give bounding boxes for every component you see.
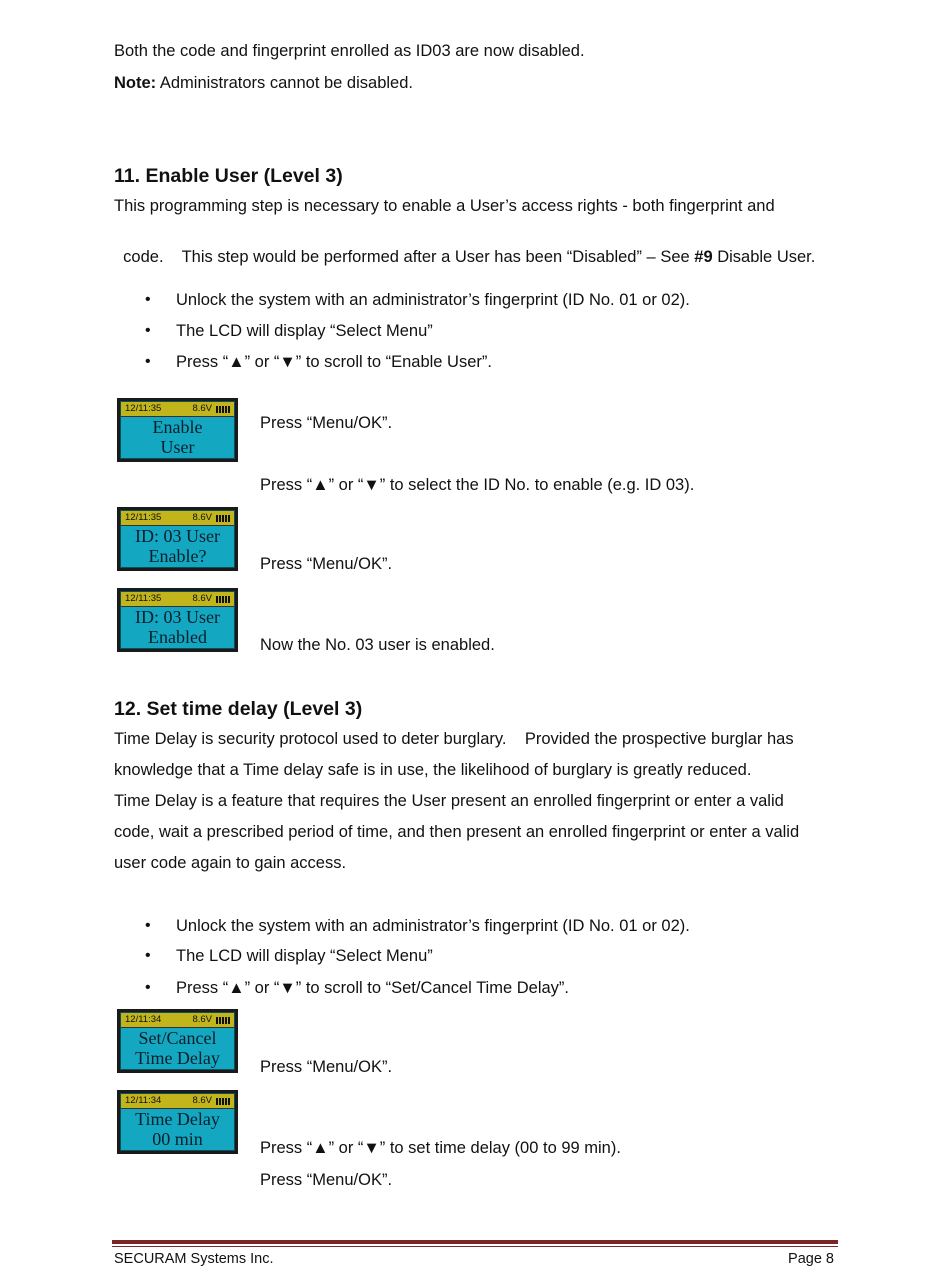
lcd-line: Enabled bbox=[148, 627, 207, 647]
lcd-line: Enable bbox=[152, 417, 203, 437]
battery-icon bbox=[216, 1017, 230, 1024]
footer-company: SECURAM Systems Inc. bbox=[114, 1251, 274, 1267]
battery-icon bbox=[216, 406, 230, 413]
lcd-time: 12/11:35 bbox=[125, 403, 162, 414]
battery-icon bbox=[216, 515, 230, 522]
section-12-paragraph-line: knowledge that a Time delay safe is in use, the likelihood of burglary is greatly reduced. bbox=[114, 761, 752, 779]
page-number: Page 8 bbox=[788, 1251, 834, 1267]
bullet-glyph: • bbox=[145, 917, 151, 934]
lcd-line: Enable? bbox=[148, 546, 207, 566]
bullet-glyph: • bbox=[145, 291, 151, 308]
step-text: Press “Menu/OK”. bbox=[260, 414, 393, 432]
lcd-time: 12/11:34 bbox=[125, 1014, 162, 1025]
lcd-line: Time Delay bbox=[135, 1048, 220, 1068]
lcd-status-bar bbox=[121, 1013, 234, 1028]
lcd-status-bar bbox=[121, 402, 234, 417]
battery-icon bbox=[216, 1098, 230, 1105]
cross-reference: #9 bbox=[694, 248, 713, 266]
step-text: Now the No. 03 user is enabled. bbox=[260, 636, 495, 654]
step-text: Press “▲” or “▼” to set time delay (00 to 99 min). bbox=[260, 1139, 621, 1157]
step-text: Press “Menu/OK”. bbox=[260, 1058, 393, 1076]
note-line bbox=[114, 73, 413, 93]
battery-icon bbox=[216, 596, 230, 603]
lcd-time: 12/11:35 bbox=[125, 593, 162, 604]
list-item: Unlock the system with an administrator’s fingerprint (ID No. 01 or 02). bbox=[176, 291, 690, 309]
step-text: Press “▲” or “▼” to select the ID No. to enable (e.g. ID 03). bbox=[260, 476, 695, 494]
lcd-time: 12/11:34 bbox=[125, 1095, 162, 1106]
bullet-glyph: • bbox=[145, 322, 151, 339]
paragraph-text: Disable User. bbox=[712, 248, 816, 266]
lcd-display bbox=[117, 1090, 238, 1154]
step-text: Press “Menu/OK”. bbox=[260, 1171, 393, 1189]
note-text: Administrators cannot be disabled. bbox=[156, 74, 413, 92]
lcd-line: User bbox=[160, 437, 195, 457]
list-item: Press “▲” or “▼” to scroll to “Enable User”. bbox=[176, 353, 492, 371]
lcd-line: 00 min bbox=[152, 1129, 203, 1149]
lcd-line: ID: 03 User bbox=[135, 607, 220, 627]
lcd-line: ID: 03 User bbox=[135, 526, 220, 546]
lcd-display bbox=[117, 1009, 238, 1073]
list-item: Unlock the system with an administrator’s fingerprint (ID No. 01 or 02). bbox=[176, 917, 690, 935]
lcd-status-bar bbox=[121, 1094, 234, 1109]
footer-rule-thin bbox=[112, 1246, 838, 1247]
lcd-voltage: 8.6V bbox=[192, 1095, 212, 1106]
lcd-status-bar bbox=[121, 592, 234, 607]
lcd-display bbox=[117, 507, 238, 571]
section-12-paragraph-line: Time Delay is a feature that requires the User present an enrolled fingerprint or enter a valid bbox=[114, 792, 784, 810]
bullet-glyph: • bbox=[145, 353, 151, 370]
lcd-status-bar bbox=[121, 511, 234, 526]
note-label: Note: bbox=[114, 74, 157, 92]
list-item: Press “▲” or “▼” to scroll to “Set/Cancel Time Delay”. bbox=[176, 979, 569, 997]
lcd-voltage: 8.6V bbox=[192, 403, 212, 414]
section-12-heading: 12. Set time delay (Level 3) bbox=[114, 698, 363, 720]
list-item: The LCD will display “Select Menu” bbox=[176, 322, 433, 340]
section-12-paragraph-line: code, wait a prescribed period of time, and then present an enrolled fingerprint or enter a valid bbox=[114, 823, 800, 841]
lcd-line: Set/Cancel bbox=[138, 1028, 217, 1048]
section-11-paragraph-line bbox=[114, 227, 815, 267]
intro-line: Both the code and fingerprint enrolled as ID03 are now disabled. bbox=[114, 42, 585, 60]
lcd-time: 12/11:35 bbox=[125, 512, 162, 523]
section-11-heading: 11. Enable User (Level 3) bbox=[114, 165, 343, 187]
lcd-voltage: 8.6V bbox=[192, 593, 212, 604]
section-12-paragraph-line: Time Delay is security protocol used to deter burglary. Provided the prospective burglar has bbox=[114, 730, 794, 748]
section-11-paragraph-line: This programming step is necessary to enable a User’s access rights - both fingerprint and bbox=[114, 197, 775, 215]
section-12-paragraph-line: user code again to gain access. bbox=[114, 854, 347, 872]
lcd-voltage: 8.6V bbox=[192, 512, 212, 523]
bullet-glyph: • bbox=[145, 947, 151, 964]
lcd-display bbox=[117, 398, 238, 462]
lcd-voltage: 8.6V bbox=[192, 1014, 212, 1025]
list-item: The LCD will display “Select Menu” bbox=[176, 947, 433, 965]
lcd-line: Time Delay bbox=[135, 1109, 220, 1129]
lcd-display bbox=[117, 588, 238, 652]
bullet-glyph: • bbox=[145, 979, 151, 996]
footer-rule bbox=[112, 1240, 838, 1244]
step-text: Press “Menu/OK”. bbox=[260, 555, 393, 573]
paragraph-text: code. This step would be performed after a User has been “Disabled” – See bbox=[123, 248, 695, 266]
